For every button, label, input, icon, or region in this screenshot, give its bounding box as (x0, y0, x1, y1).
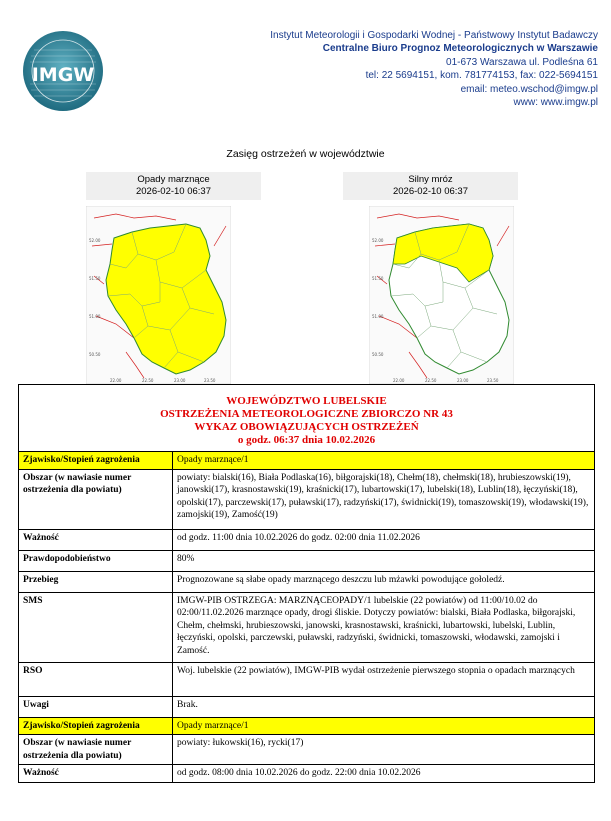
warnings-table (18, 384, 595, 783)
lon-tick: 22.00 (393, 378, 405, 383)
map-header-freezing-rain (86, 172, 261, 200)
table-row (19, 452, 595, 470)
issue-time: o godz. 06:37 dnia 10.02.2026 (237, 434, 376, 446)
imgw-logo (22, 30, 104, 112)
label-notes: Uwagi (19, 696, 173, 717)
label-phenomenon: Zjawisko/Stopień zagrożenia (19, 452, 173, 470)
bureau-name: Centralne Biuro Prognoz Meteorologicznych w Warszawie (322, 43, 598, 55)
value-rso: Woj. lubelskie (22 powiatów), IMGW-PIB wydał ostrzeżenie pierwszego stopnia o opadach marznących (173, 662, 595, 696)
map-title: Opady marznące (137, 174, 210, 185)
table-row (19, 529, 595, 550)
table-row (19, 765, 595, 783)
label-rso: RSO (19, 662, 173, 696)
value-notes: Brak. (173, 696, 595, 717)
lat-tick: 50.50 (89, 352, 101, 357)
lat-tick: 51.50 (89, 276, 101, 281)
range-title: Zasięg ostrzeżeń w województwie (226, 148, 385, 160)
value-validity: od godz. 11:00 dnia 10.02.2026 do godz. 02:00 dnia 11.02.2026 (173, 529, 595, 550)
label-probability: Prawdopodobieństwo (19, 550, 173, 571)
lat-tick: 50.50 (372, 352, 384, 357)
label-validity: Ważność (19, 765, 173, 783)
lon-tick: 22.50 (142, 378, 154, 383)
list-title: WYKAZ OBOWIĄZUJĄCYCH OSTRZEŻEŃ (194, 421, 419, 433)
address: 01-673 Warszawa ul. Podleśna 61 (446, 56, 598, 68)
label-course: Przebieg (19, 571, 173, 592)
summary-title: OSTRZEŻENIA METEOROLOGICZNE ZBIORCZO NR 43 (160, 408, 453, 420)
table-row (19, 550, 595, 571)
map-date: 2026-02-10 06:37 (135, 186, 211, 197)
value-probability: 80% (173, 550, 595, 571)
value-phenomenon: Opady marznące/1 (173, 452, 595, 470)
value-area: powiaty: łukowski(16), rycki(17) (173, 735, 595, 765)
email[interactable]: email: meteo.wschod@imgw.pl (460, 83, 598, 95)
map-freezing-rain (86, 206, 231, 384)
value-area: powiaty: bialski(16), Biała Podlaska(16), biłgorajski(18), Chełm(18), chełmski(18), hrubieszowski(19), janowski(17), krasnostawski(19), kraśnicki(17), lubartowski(17), lubelski(18), Lublin(18), łęczyński(18), opolski(17), parczewski(17), puławski(17), radzyński(17), świdnicki(19), tomaszowski(19), włodawski(19), zamojski(19), Zamość(19) (173, 469, 595, 529)
label-sms: SMS (19, 592, 173, 662)
label-validity: Ważność (19, 529, 173, 550)
lon-tick: 22.50 (425, 378, 437, 383)
table-row (19, 735, 595, 765)
lat-tick: 52.00 (89, 238, 101, 243)
table-row (19, 717, 595, 735)
table-row (19, 662, 595, 696)
map-title: Silny mróz (408, 174, 453, 185)
lon-tick: 23.00 (174, 378, 186, 383)
label-area: Obszar (w nawiasie numer ostrzeżenia dla powiatu) (19, 469, 173, 529)
lat-tick: 52.00 (372, 238, 384, 243)
value-phenomenon: Opady marznące/1 (173, 717, 595, 735)
value-sms: IMGW-PIB OSTRZEGA: MARZNĄCEOPADY/1 lubelskie (22 powiatów) od 11:00/10.02 do 02:00/11.02.2026 marznące opady, drogi śliskie. Dotyczy powiatów: bialski, Biała Podlaska, biłgorajski, Chełm, chełmski, hrubieszowski, janowski, krasnostawski, kraśnicki, lubartowski, lubelski, Lublin, łęczyński, opolski, parczewski, puławski, radzyński, świdnicki, tomaszowski, włodawski, zamojski i Zamość. (173, 592, 595, 662)
table-row (19, 571, 595, 592)
label-area: Obszar (w nawiasie numer ostrzeżenia dla powiatu) (19, 735, 173, 765)
lon-tick: 23.50 (204, 378, 216, 383)
lat-tick: 51.00 (89, 314, 101, 319)
institute-name: Instytut Meteorologii i Gospodarki Wodnej - Państwowy Instytut Badawczy (270, 30, 598, 41)
value-validity: od godz. 08:00 dnia 10.02.2026 do godz. 22:00 dnia 10.02.2026 (173, 765, 595, 783)
lat-tick: 51.50 (372, 276, 384, 281)
logo-text: IMGW (31, 64, 95, 86)
map-date: 2026-02-10 06:37 (392, 186, 468, 197)
lon-tick: 23.00 (457, 378, 469, 383)
institute-info (270, 29, 598, 109)
document-heading (19, 385, 595, 452)
map-header-severe-frost (343, 172, 518, 200)
map-severe-frost (369, 206, 514, 384)
label-phenomenon: Zjawisko/Stopień zagrożenia (19, 717, 173, 735)
table-row (19, 592, 595, 662)
value-course: Prognozowane są słabe opady marznącego deszczu lub mżawki powodujące gołoledź. (173, 571, 595, 592)
phone: tel: 22 5694151, kom. 781774153, fax: 022-5694151 (365, 70, 598, 82)
lon-tick: 23.50 (487, 378, 499, 383)
table-row (19, 469, 595, 529)
voivodeship-title: WOJEWÓDZTWO LUBELSKIE (226, 395, 387, 407)
table-row (19, 696, 595, 717)
lat-tick: 51.00 (372, 314, 384, 319)
lon-tick: 22.00 (110, 378, 122, 383)
website[interactable]: www: www.imgw.pl (513, 97, 598, 109)
